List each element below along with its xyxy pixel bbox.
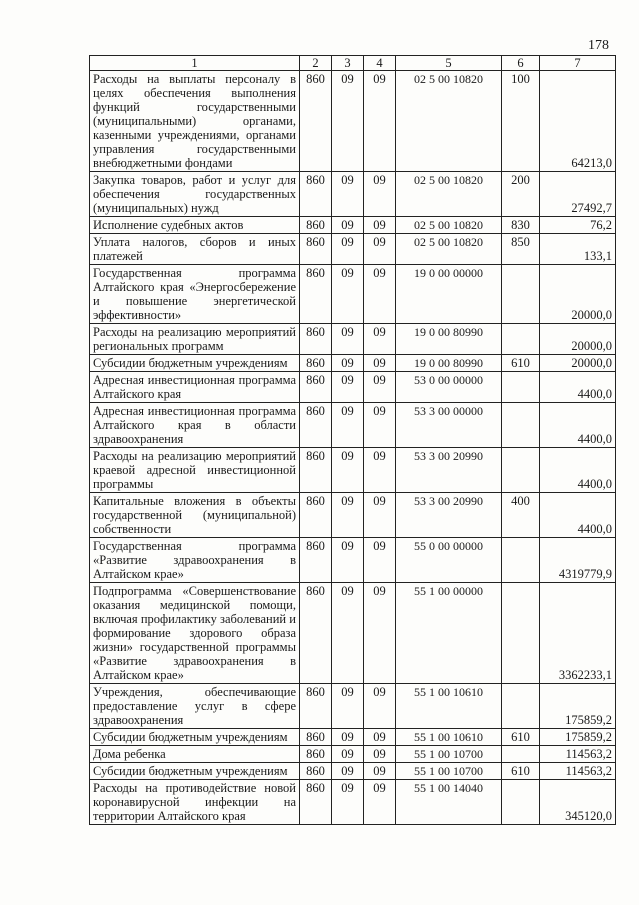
target-article-code-cell: 55 1 00 10610 <box>396 684 502 729</box>
subsection-code-cell: 09 <box>364 324 396 355</box>
table-row <box>90 71 616 172</box>
expense-type-code-cell: 200 <box>502 172 540 217</box>
expense-name-cell: Субсидии бюджетным учреждениям <box>90 355 300 372</box>
table-row <box>90 172 616 217</box>
expense-type-code-cell <box>502 265 540 324</box>
section-code-cell: 09 <box>332 583 364 684</box>
expense-type-code-cell: 400 <box>502 493 540 538</box>
table-row <box>90 729 616 746</box>
section-code-cell: 09 <box>332 780 364 825</box>
expense-name-cell: Капитальные вложения в объекты государственной (муниципальной) собственности <box>90 493 300 538</box>
table-row <box>90 493 616 538</box>
amount-cell: 20000,0 <box>540 355 616 372</box>
target-article-code-cell: 53 3 00 20990 <box>396 493 502 538</box>
table-row <box>90 538 616 583</box>
section-code-cell: 09 <box>332 172 364 217</box>
section-code-cell: 09 <box>332 234 364 265</box>
subsection-code-cell: 09 <box>364 172 396 217</box>
subsection-code-cell: 09 <box>364 493 396 538</box>
expense-type-code-cell <box>502 372 540 403</box>
amount-cell: 4400,0 <box>540 372 616 403</box>
amount-cell: 64213,0 <box>540 71 616 172</box>
ministry-code-cell: 860 <box>300 217 332 234</box>
section-code-cell: 09 <box>332 217 364 234</box>
target-article-code-cell: 02 5 00 10820 <box>396 217 502 234</box>
target-article-code-cell: 19 0 00 80990 <box>396 355 502 372</box>
subsection-code-cell: 09 <box>364 729 396 746</box>
amount-cell: 4400,0 <box>540 403 616 448</box>
ministry-code-cell: 860 <box>300 71 332 172</box>
amount-cell: 4400,0 <box>540 493 616 538</box>
amount-cell: 175859,2 <box>540 729 616 746</box>
subsection-code-cell: 09 <box>364 355 396 372</box>
expense-type-code-cell: 610 <box>502 729 540 746</box>
expense-name-cell: Расходы на реализацию мероприятий краевой адресной инвестиционной программы <box>90 448 300 493</box>
amount-cell: 20000,0 <box>540 324 616 355</box>
expense-name-cell: Уплата налогов, сборов и иных платежей <box>90 234 300 265</box>
section-code-cell: 09 <box>332 746 364 763</box>
ministry-code-cell: 860 <box>300 729 332 746</box>
expense-type-code-cell <box>502 583 540 684</box>
budget-table <box>89 55 616 825</box>
target-article-code-cell: 55 1 00 14040 <box>396 780 502 825</box>
ministry-code-cell: 860 <box>300 493 332 538</box>
expense-type-code-cell <box>502 746 540 763</box>
table-row <box>90 403 616 448</box>
target-article-code-cell: 02 5 00 10820 <box>396 172 502 217</box>
expense-type-code-cell: 100 <box>502 71 540 172</box>
subsection-code-cell: 09 <box>364 265 396 324</box>
ministry-code-cell: 860 <box>300 538 332 583</box>
ministry-code-cell: 860 <box>300 448 332 493</box>
section-code-cell: 09 <box>332 729 364 746</box>
section-code-cell: 09 <box>332 684 364 729</box>
expense-name-cell: Расходы на противодействие новой коронавирусной инфекции на территории Алтайского края <box>90 780 300 825</box>
ministry-code-cell: 860 <box>300 746 332 763</box>
target-article-code-cell: 55 1 00 10610 <box>396 729 502 746</box>
target-article-code-cell: 19 0 00 00000 <box>396 265 502 324</box>
amount-cell: 114563,2 <box>540 763 616 780</box>
amount-cell: 175859,2 <box>540 684 616 729</box>
section-code-cell: 09 <box>332 448 364 493</box>
target-article-code-cell: 55 1 00 10700 <box>396 746 502 763</box>
table-row <box>90 372 616 403</box>
expense-name-cell: Субсидии бюджетным учреждениям <box>90 729 300 746</box>
expense-name-cell: Исполнение судебных актов <box>90 217 300 234</box>
section-code-cell: 09 <box>332 71 364 172</box>
table-row <box>90 448 616 493</box>
ministry-code-cell: 860 <box>300 763 332 780</box>
amount-cell: 27492,7 <box>540 172 616 217</box>
subsection-code-cell: 09 <box>364 448 396 493</box>
amount-cell: 345120,0 <box>540 780 616 825</box>
table-row <box>90 234 616 265</box>
expense-name-cell: Закупка товаров, работ и услуг для обеспечения государственных (муниципальных) нужд <box>90 172 300 217</box>
amount-cell: 76,2 <box>540 217 616 234</box>
header-cell: 5 <box>396 56 502 71</box>
table-row <box>90 217 616 234</box>
table-row <box>90 746 616 763</box>
amount-cell: 4319779,9 <box>540 538 616 583</box>
expense-name-cell: Подпрограмма «Совершенствование оказания медицинской помощи, включая профилактику заболеваний и формирование здорового образа жизни» государственной программы «Развитие здравоохранения в Алтайском крае» <box>90 583 300 684</box>
amount-cell: 114563,2 <box>540 746 616 763</box>
expense-type-code-cell <box>502 538 540 583</box>
expense-type-code-cell <box>502 780 540 825</box>
section-code-cell: 09 <box>332 372 364 403</box>
expense-name-cell: Расходы на реализацию мероприятий региональных программ <box>90 324 300 355</box>
ministry-code-cell: 860 <box>300 355 332 372</box>
expense-name-cell: Учреждения, обеспечивающие предоставление услуг в сфере здравоохранения <box>90 684 300 729</box>
ministry-code-cell: 860 <box>300 684 332 729</box>
header-cell: 6 <box>502 56 540 71</box>
expense-name-cell: Государственная программа «Развитие здравоохранения в Алтайском крае» <box>90 538 300 583</box>
amount-cell: 4400,0 <box>540 448 616 493</box>
header-cell: 2 <box>300 56 332 71</box>
ministry-code-cell: 860 <box>300 372 332 403</box>
expense-name-cell: Адресная инвестиционная программа Алтайского края в области здравоохранения <box>90 403 300 448</box>
section-code-cell: 09 <box>332 763 364 780</box>
table-row <box>90 324 616 355</box>
subsection-code-cell: 09 <box>364 403 396 448</box>
ministry-code-cell: 860 <box>300 583 332 684</box>
subsection-code-cell: 09 <box>364 746 396 763</box>
section-code-cell: 09 <box>332 493 364 538</box>
expense-name-cell: Субсидии бюджетным учреждениям <box>90 763 300 780</box>
section-code-cell: 09 <box>332 265 364 324</box>
expense-type-code-cell <box>502 324 540 355</box>
subsection-code-cell: 09 <box>364 217 396 234</box>
subsection-code-cell: 09 <box>364 538 396 583</box>
ministry-code-cell: 860 <box>300 234 332 265</box>
subsection-code-cell: 09 <box>364 234 396 265</box>
section-code-cell: 09 <box>332 403 364 448</box>
table-row <box>90 780 616 825</box>
expense-type-code-cell: 830 <box>502 217 540 234</box>
target-article-code-cell: 02 5 00 10820 <box>396 71 502 172</box>
subsection-code-cell: 09 <box>364 372 396 403</box>
expense-name-cell: Адресная инвестиционная программа Алтайского края <box>90 372 300 403</box>
expense-type-code-cell <box>502 403 540 448</box>
target-article-code-cell: 53 3 00 00000 <box>396 403 502 448</box>
table-row <box>90 355 616 372</box>
table-row <box>90 684 616 729</box>
table-row <box>90 265 616 324</box>
section-code-cell: 09 <box>332 324 364 355</box>
target-article-code-cell: 55 1 00 10700 <box>396 763 502 780</box>
amount-cell: 20000,0 <box>540 265 616 324</box>
target-article-code-cell: 02 5 00 10820 <box>396 234 502 265</box>
expense-type-code-cell: 850 <box>502 234 540 265</box>
expense-name-cell: Расходы на выплаты персоналу в целях обеспечения выполнения функций государственными (муниципальными) органами, казенными учреждениями, органами управления государственными внебюджетными фондами <box>90 71 300 172</box>
expense-type-code-cell <box>502 448 540 493</box>
target-article-code-cell: 19 0 00 80990 <box>396 324 502 355</box>
ministry-code-cell: 860 <box>300 403 332 448</box>
expense-type-code-cell: 610 <box>502 763 540 780</box>
page-number: 178 <box>588 38 609 53</box>
subsection-code-cell: 09 <box>364 780 396 825</box>
ministry-code-cell: 860 <box>300 780 332 825</box>
amount-cell: 3362233,1 <box>540 583 616 684</box>
header-row <box>90 56 616 71</box>
target-article-code-cell: 55 0 00 00000 <box>396 538 502 583</box>
table-row <box>90 763 616 780</box>
expense-type-code-cell <box>502 684 540 729</box>
target-article-code-cell: 53 3 00 20990 <box>396 448 502 493</box>
amount-cell: 133,1 <box>540 234 616 265</box>
ministry-code-cell: 860 <box>300 265 332 324</box>
expense-name-cell: Государственная программа Алтайского края «Энергосбережение и повышение энергетической эффективности» <box>90 265 300 324</box>
table-row <box>90 583 616 684</box>
header-cell: 3 <box>332 56 364 71</box>
subsection-code-cell: 09 <box>364 71 396 172</box>
section-code-cell: 09 <box>332 538 364 583</box>
header-cell: 4 <box>364 56 396 71</box>
subsection-code-cell: 09 <box>364 583 396 684</box>
header-cell: 7 <box>540 56 616 71</box>
subsection-code-cell: 09 <box>364 763 396 780</box>
expense-type-code-cell: 610 <box>502 355 540 372</box>
ministry-code-cell: 860 <box>300 172 332 217</box>
header-cell: 1 <box>90 56 300 71</box>
subsection-code-cell: 09 <box>364 684 396 729</box>
section-code-cell: 09 <box>332 355 364 372</box>
expense-name-cell: Дома ребенка <box>90 746 300 763</box>
target-article-code-cell: 55 1 00 00000 <box>396 583 502 684</box>
target-article-code-cell: 53 0 00 00000 <box>396 372 502 403</box>
ministry-code-cell: 860 <box>300 324 332 355</box>
